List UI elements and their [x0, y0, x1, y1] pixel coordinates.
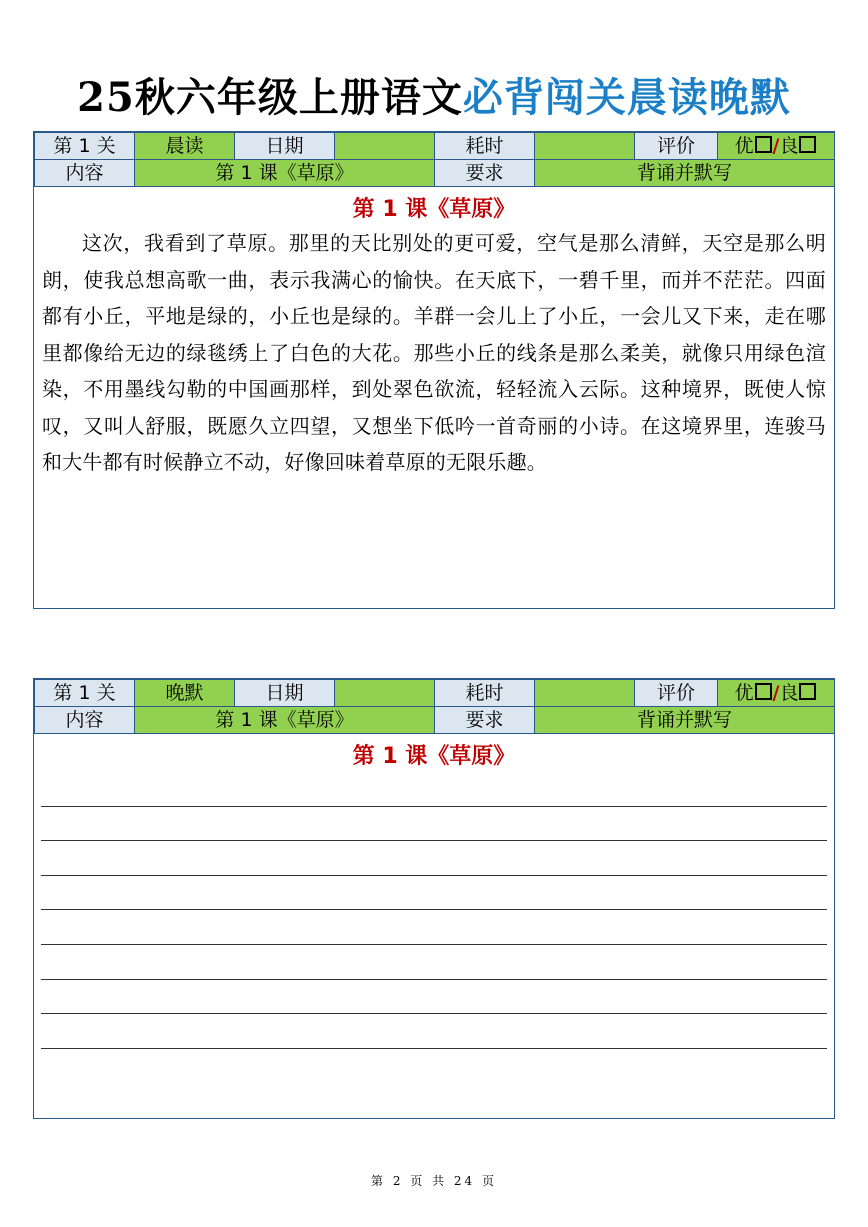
require-value: 背诵并默写 [535, 160, 835, 187]
require-value: 背诵并默写 [535, 707, 835, 734]
morning-header-table [34, 132, 835, 187]
content-label: 内容 [35, 160, 135, 187]
date-field[interactable] [335, 133, 435, 160]
rating-label: 评价 [635, 133, 718, 160]
page-title [0, 66, 868, 123]
writing-line[interactable] [41, 807, 827, 842]
writing-line[interactable] [41, 1014, 827, 1049]
level-label: 第 1 关 [35, 133, 135, 160]
level-label: 第 1 关 [35, 680, 135, 707]
content-value: 第 1 课《草原》 [135, 707, 435, 734]
writing-line[interactable] [41, 876, 827, 911]
content-value: 第 1 课《草原》 [135, 160, 435, 187]
rating-ok-checkbox[interactable] [799, 136, 816, 153]
require-label: 要求 [435, 160, 535, 187]
rating-label: 评价 [635, 680, 718, 707]
title-part-black: 25秋六年级上册语文 [77, 74, 463, 121]
rating-slash: / [772, 682, 780, 704]
writing-lines[interactable] [41, 772, 827, 1049]
rating-ok-label: 良 [779, 135, 799, 157]
title-part-blue: 必背闯关晨读晚默 [462, 74, 791, 121]
lesson-title: 第 1 课《草原》 [352, 744, 516, 769]
writing-line[interactable] [41, 841, 827, 876]
rating-good-checkbox[interactable] [755, 136, 772, 153]
date-label: 日期 [235, 133, 335, 160]
rating-ok-checkbox[interactable] [799, 683, 816, 700]
writing-line[interactable] [41, 980, 827, 1015]
require-label: 要求 [435, 707, 535, 734]
rating-options [718, 133, 835, 160]
time-field[interactable] [535, 680, 635, 707]
rating-good-label: 优 [734, 682, 754, 704]
writing-line[interactable] [41, 910, 827, 945]
writing-line[interactable] [41, 772, 827, 807]
morning-reading-block [33, 131, 835, 609]
date-field[interactable] [335, 680, 435, 707]
rating-good-label: 优 [734, 135, 754, 157]
evening-dictation-block [33, 678, 835, 1119]
date-label: 日期 [235, 680, 335, 707]
time-field[interactable] [535, 133, 635, 160]
rating-good-checkbox[interactable] [755, 683, 772, 700]
content-label: 内容 [35, 707, 135, 734]
writing-line[interactable] [41, 945, 827, 980]
evening-header-table [34, 679, 835, 734]
passage-text: 这次，我看到了草原。那里的天比别处的更可爱，空气是那么清鲜，天空是那么明朗，使我总想高歌一曲，表示我满心的愉快。在天底下，一碧千里，而并不茫茫。四面都有小丘，平地是绿的，小丘也是绿的。羊群一会儿上了小丘，一会儿又下来，走在哪里都像给无边的绿毯绣上了白色的大花。那些小丘的线条是那么柔美，就像只用绿色渲染，不用墨线勾勒的中国画那样，到处翠色欲流，轻轻流入云际。这种境界，既使人惊叹，又叫人舒服，既愿久立四望，又想坐下低吟一首奇丽的小诗。在这境界里，连骏马和大牛都有时候静立不动，好像回味着草原的无限乐趣。 [42, 231, 826, 474]
lesson-title: 第 1 课《草原》 [352, 197, 516, 222]
mode-label: 晨读 [135, 133, 235, 160]
rating-options [718, 680, 835, 707]
rating-ok-label: 良 [779, 682, 799, 704]
rating-slash: / [772, 135, 780, 157]
time-label: 耗时 [435, 133, 535, 160]
mode-label: 晚默 [135, 680, 235, 707]
page-number-footer: 第 2 页 共 24 页 [371, 1174, 497, 1188]
time-label: 耗时 [435, 680, 535, 707]
